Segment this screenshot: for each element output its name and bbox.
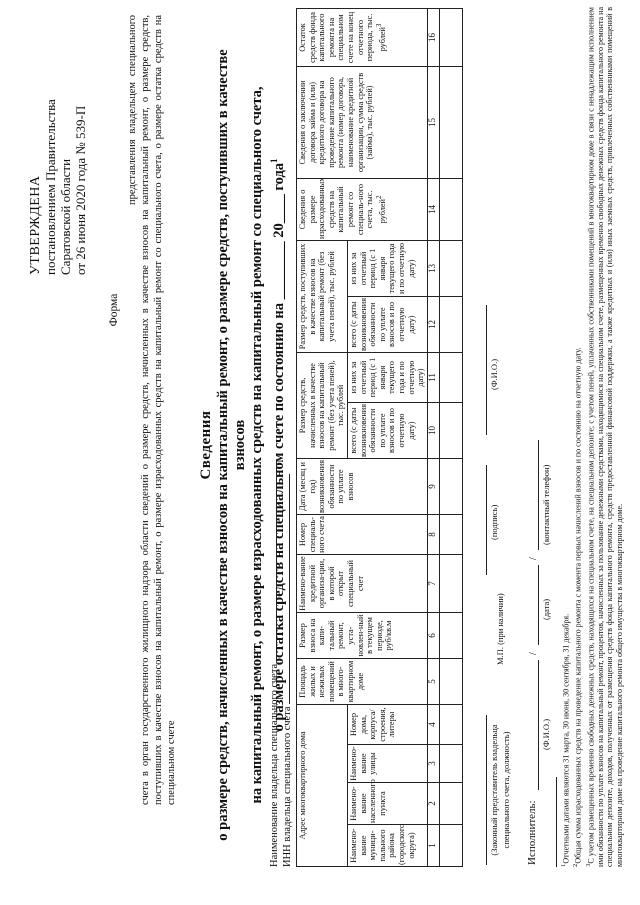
header-accrued-group: Размер средств, начисленных в качестве взносов на капитальный ремонт (без учета пеней), тыс. рублей [297,352,348,458]
date-caption: (дата) [541,598,551,620]
header-accrued-period: из них за отчетный период (с 1 января текущего года и по отчетную дату) [347,352,427,402]
table-cell[interactable] [439,178,462,240]
col-num: 13 [427,240,439,296]
table-cell[interactable] [439,459,462,515]
header-balance [297,8,428,66]
name-caption: (Ф.И.О.) [489,358,499,390]
col-num: 2 [427,783,439,825]
signature-line[interactable] [486,465,487,575]
title-line-3: о размере остатка средств на специальном счете по состоянию на ________ 20____ года [270,162,287,732]
col-num: 15 [427,66,439,178]
footnotes [556,7,625,867]
footnote-divider [556,777,557,867]
header-house: Номер дома, корпуса/ строения, литеры [347,705,427,745]
header-received-total: всего (с даты возникновения обязанности по уплате взносов и по отчетную дату) [347,296,427,352]
footnote-2: $^2$Общая сумма израсходованных средств на проведение капитального ремонта с момента первых начислений взносов и по состоянию на отчетную дату. [572,347,583,867]
table-cell[interactable] [439,783,462,825]
preamble-text: представления владельцем специального счета в орган государственного жилищного надзора области сведений о размере средств, начисленных в качестве взносов на капитальный ремонт, о размере средств, поступивших в качестве взносов на капитальный ремонт, о размере израсходованных средств на капитальный ремонт со специального счета, о размере остатка средств на специальном счете [127,15,177,805]
header-obligation-date: Дата (месяц и год) возникновения обязанности по уплате взносов [297,459,428,515]
footnote-1-text: Отчетными датами являются 31 марта, 30 июня, 30 сентября, 31 декабря. [561,613,571,864]
table-cell[interactable] [439,66,462,178]
phone-caption: (контактный телефон) [541,464,551,545]
footnote-3-text: С учетом размещенных временно свободных денежных средств, находящихся на специальном счете, на специальном депозите; с учетом пеней, уплаченных собственниками помещений в многоквартирном доме в связи с ненадлежащим исполнением ими обязанности по уплате взносов на капитальный ремонт, процентов, начисленных за пользование денежными средствами, находящимися на специальном счете, размещенных временно свободных денежных средств фонда капитального ремонта на специальном депозите, доходов, полученных от размещения средств фонда капитального ремонта, средств предоставленной финансовой поддержки, а также кредитных и (или) иных заемных средств, привлеченных собственниками помещений в многоквартирном доме на проведение капитального ремонта общего имущества в многоквартирном доме. [586,7,624,867]
date-line[interactable] [538,565,539,645]
table-cell[interactable] [439,825,462,867]
header-balance-ref: 3 [375,23,383,28]
approved-date: от 26 июня 2020 года № 539-П [73,105,88,275]
rep-caption-2: специального счета, должность) [501,731,511,849]
col-num: 4 [427,705,439,745]
executor-name-line[interactable] [538,660,539,790]
table-cell[interactable] [439,403,462,459]
signature-caption: (подпись) [489,504,499,540]
header-spent-ref: 2 [375,195,383,200]
footnote-3: $^3$С учетом размещенных временно свободных денежных средств, находящихся на специальном счете, на специальном депозите; с учетом пеней, уплаченных собственниками помещений в многоквартирном доме в связи с ненадлежащим исполнением ими обязанности по уплате взносов на капитальный ремонт, процентов, начисленных за пользование денежными средствами, находящимися на специальном счете, размещенных временно свободных денежных средств фонда капитального ремонта на специальном депозите, доходов, полученных от размещения средств фонда капитального ремонта, средств предоставленной финансовой поддержки, а также кредитных и (или) иных заемных средств, привлеченных собственниками помещений в многоквартирном доме на проведение капитального ремонта общего имущества в многоквартирном доме. [584,7,624,867]
rep-caption-1: (Законный представитель владельца [489,724,499,856]
table-cell[interactable] [439,659,462,705]
title-line-2: на капитальный ремонт, о размере израсходованных средств на капитальный ремонт со специального счета, [249,86,265,804]
footnote-1: $^1$Отчетными датами являются 31 марта, 30 июня, 30 сентября, 31 декабря. [560,613,571,867]
table-cell[interactable] [439,745,462,783]
phone-line[interactable] [538,440,539,550]
signature-block: (Законный представитель владельца специального счета, должность) М.П. (при наличии) (подпись) (Ф.И.О.) Исполнитель: (Ф.И.О.) / (дата) / (контактный телефон) [468,5,548,865]
executor-label: Исполнитель: [526,800,538,865]
footnote-2-text: Общая сумма израсходованных средств на проведение капитального ремонта с момента первых начислений взносов и по состоянию на отчетную дату. [573,347,583,864]
owner-block [268,461,294,867]
header-received-group: Размер средств, поступивших в качестве взносов на капитальный ремонт (без учета пеней), тыс. рублей [297,240,348,352]
column-number-row [427,8,439,866]
col-num: 14 [427,178,439,240]
rep-line[interactable] [486,715,487,865]
col-num: 9 [427,459,439,515]
rep-caption [488,715,512,865]
report-table [296,8,463,867]
form-label: Форма [108,293,120,327]
table-cell[interactable] [439,240,462,296]
approved-by: постановлением Правительства [43,99,58,275]
owner-inn-label: ИНН владельца специального счета [282,706,293,867]
header-balance-text: Остаток средств фонда капитального ремонта на специальном счете на конец отчетного периода, тыс. рублей [298,11,387,64]
header-bank: Наимено-вание кредитной организа-ции, в которой открыт специальный счет [297,555,428,613]
table-cell[interactable] [439,8,462,66]
title-heading: Сведения [198,410,214,480]
col-num: 16 [427,8,439,66]
seal-caption: М.П. (при наличии) [495,593,505,665]
table-cell[interactable] [439,352,462,402]
name-line[interactable] [486,305,487,435]
col-num: 1 [427,825,439,867]
col-num: 3 [427,745,439,783]
table-cell[interactable] [439,555,462,613]
col-num: 7 [427,555,439,613]
owner-name-label: Наименование владельца специального счета [269,663,280,867]
col-num: 12 [427,296,439,352]
approved-region: Саратовской области [58,158,73,275]
title-footnote-ref: 1 [269,158,279,163]
header-accrued-total: всего (с даты возникновения обязанности по уплате взносов и по отчетную дату) [347,403,427,459]
header-address-group: Адрес многоквартирного дома [297,705,348,867]
header-loan: Сведения о заключении договора займа и (или) кредитного договора на проведение капитального ремонта (номер договора, наименование кредитной организации, сумма средств (займа), тыс. рублей) [297,66,428,178]
header-account-number: Номер специаль-ного счета [297,515,428,555]
table-cell[interactable] [439,515,462,555]
header-street: Наимено-вание улицы [347,745,427,783]
header-received-period: из них за отчетный период (с 1 января текущего года и по отчетную дату) [347,240,427,296]
col-num: 6 [427,613,439,659]
table-cell[interactable] [439,613,462,659]
header-spent-text: Сведения о размере израсходованных средств на капитальный ремонт со специаль-ного счета, тыс. рублей [298,177,387,239]
executor-name-caption: (Ф.И.О.) [541,718,551,750]
col-num: 5 [427,659,439,705]
table-row [439,8,462,866]
header-spent [297,178,428,240]
approved-word: УТВЕРЖДЕНА [28,175,43,275]
header-area: Площадь жилых и нежилых помещений в много-квартирном доме [297,659,428,705]
header-fee-rate: Размер взноса на капи-тальный ремонт, уста-новлен-ный в текущем периоде, руб/кв.м [297,613,428,659]
table-cell[interactable] [439,296,462,352]
owner-name-field[interactable] [276,461,277,661]
owner-inn-field[interactable] [289,474,290,704]
col-num: 10 [427,403,439,459]
form-preamble [126,15,178,805]
table-cell[interactable] [439,705,462,745]
col-num: 11 [427,352,439,402]
title-line-1: о размере средств, начисленных в качестве взносов на капитальный ремонт, о размере средств, поступивших в качестве взносов [215,49,248,841]
header-locality: Наимено-вание населенного пункта [347,783,427,825]
col-num: 8 [427,515,439,555]
header-district: Наимено-вание муници-пального района (городского округа) [347,825,427,867]
approval-stamp [28,35,88,275]
